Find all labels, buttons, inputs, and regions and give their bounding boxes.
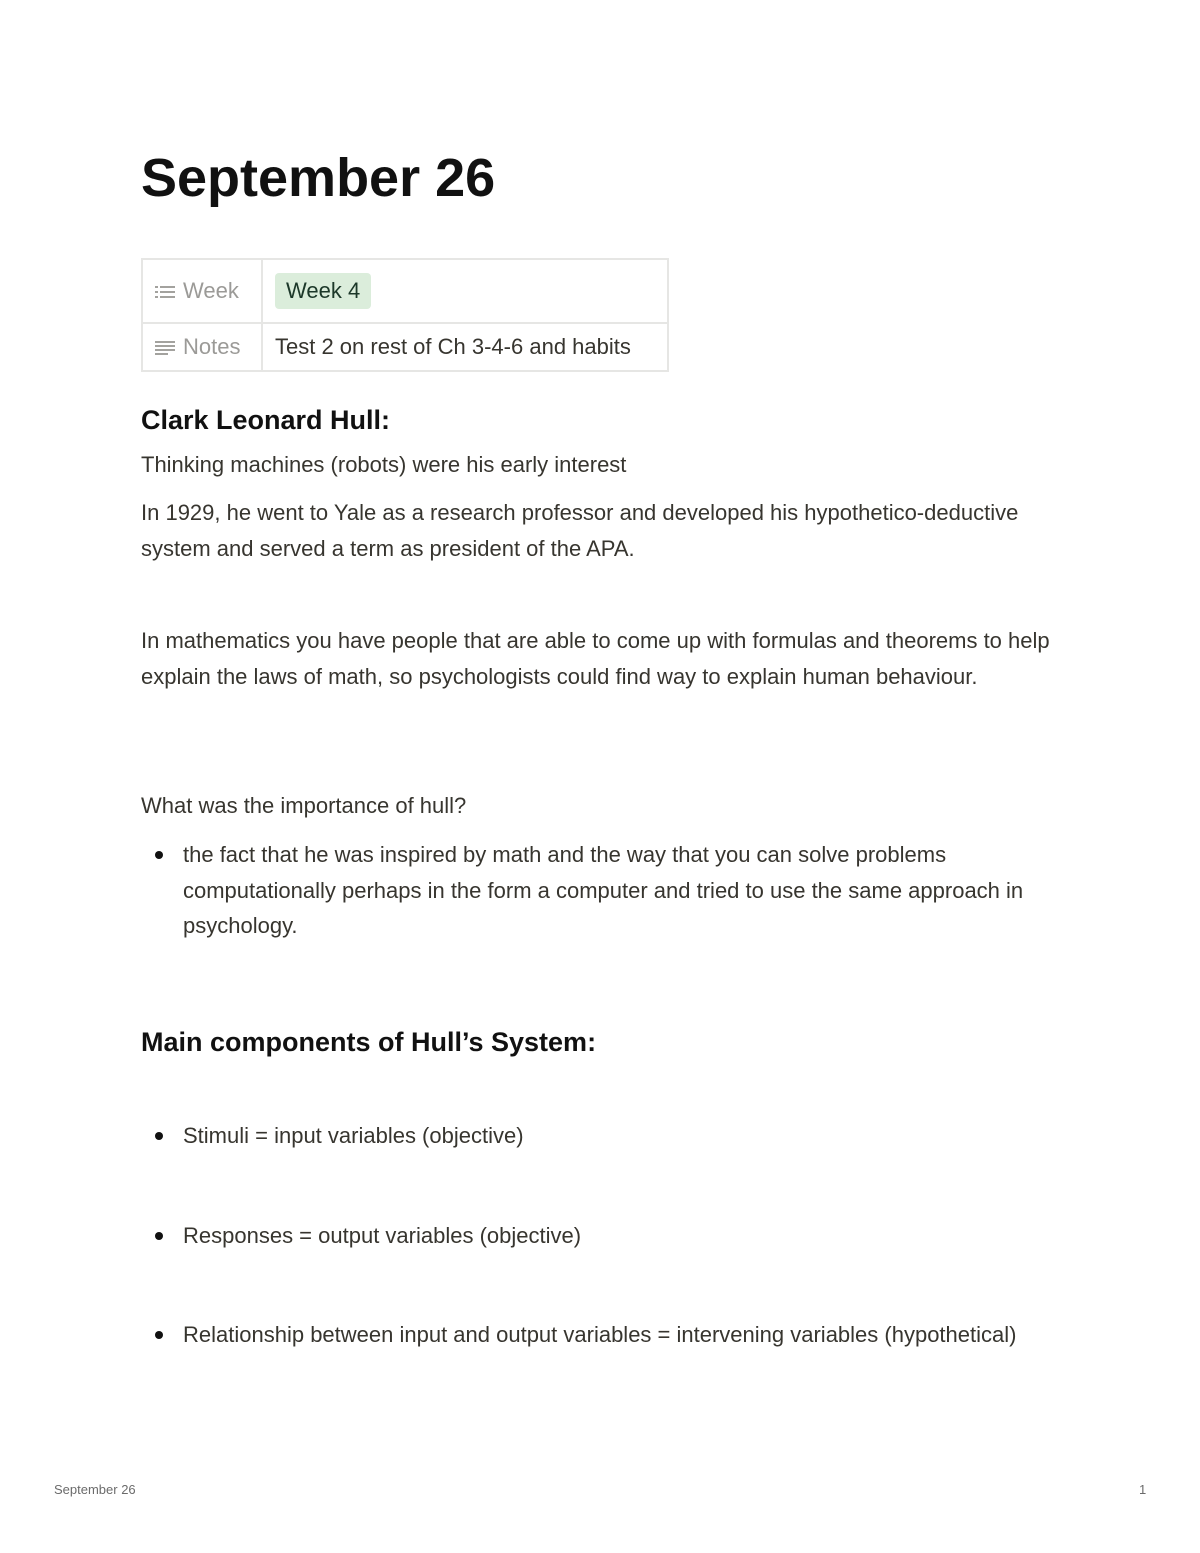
property-row-notes: [142, 323, 668, 371]
property-value-week[interactable]: [262, 259, 668, 323]
footer-title: September 26: [54, 1482, 136, 1497]
text-lines-icon: [155, 341, 175, 355]
paragraph: In 1929, he went to Yale as a research professor and developed his hypothetico-deductive system and served a term as president of the APA.: [141, 500, 1019, 561]
property-key-label: Week: [183, 278, 239, 303]
week-tag[interactable]: Week 4: [275, 273, 371, 309]
list-item: [141, 1118, 1081, 1154]
list-item-text: the fact that he was inspired by math and the way that you can solve problems computationally perhaps in the form a computer and tried to use the same approach in psychology.: [183, 842, 1024, 938]
property-key-notes: [142, 323, 262, 371]
list-item-text: Stimuli = input variables (objective): [183, 1123, 524, 1148]
property-key-week: [142, 259, 262, 323]
page-title: September 26: [141, 148, 496, 208]
section-heading-components: Main components of Hull’s System:: [141, 1027, 597, 1057]
bullet-icon: [155, 1132, 163, 1140]
paragraph: What was the importance of hull?: [141, 793, 467, 818]
list-item: [141, 1317, 1081, 1353]
list-item: [141, 1218, 1081, 1254]
list-item-text: Responses = output variables (objective): [183, 1223, 582, 1248]
bullet-icon: [155, 1232, 163, 1240]
paragraph: Thinking machines (robots) were his early interest: [141, 452, 627, 477]
bullet-icon: [155, 851, 163, 859]
list-icon: [155, 285, 175, 299]
property-value-notes[interactable]: Test 2 on rest of Ch 3-4-6 and habits: [262, 323, 668, 371]
list-item: [141, 837, 1081, 944]
property-row-week: [142, 259, 668, 323]
list-item-text: Relationship between input and output variables = intervening variables (hypothetical): [183, 1322, 1017, 1347]
page-number: 1: [1139, 1482, 1147, 1497]
bullet-icon: [155, 1331, 163, 1339]
properties-table: [141, 258, 669, 372]
property-key-label: Notes: [183, 334, 241, 359]
paragraph: In mathematics you have people that are able to come up with formulas and theorems to help explain the laws of math, so psychologists could find way to explain human behaviour.: [141, 628, 1050, 689]
section-heading-hull: Clark Leonard Hull:: [141, 405, 391, 435]
